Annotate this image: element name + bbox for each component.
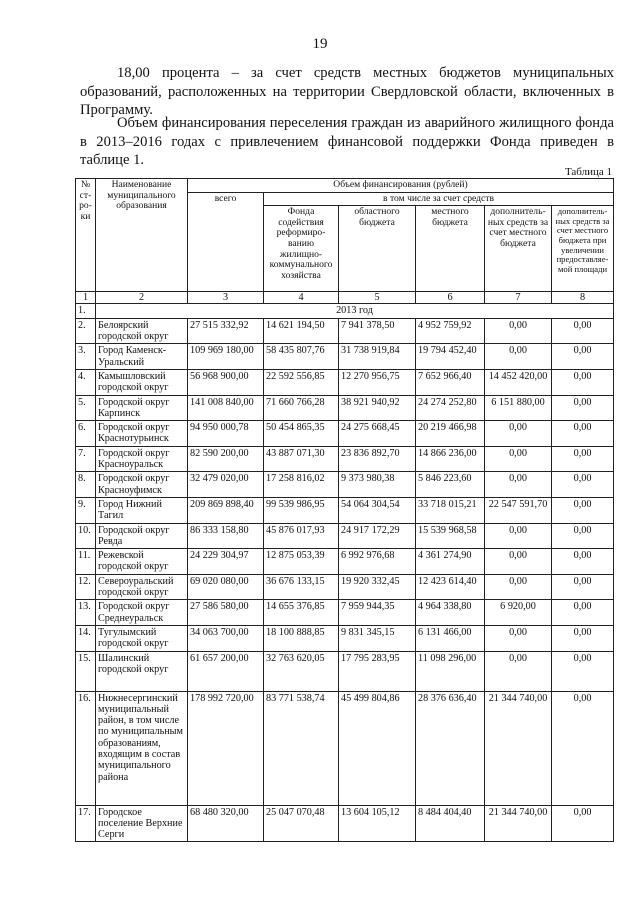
municipality-name: Город Нижний Тагил: [96, 497, 188, 523]
table-row: [76, 421, 614, 447]
value-total: 68 480 320,00: [188, 805, 264, 842]
table-row: [76, 369, 614, 395]
value-local: 20 219 466,98: [416, 421, 485, 447]
value-regional: 9 373 980,38: [339, 472, 416, 498]
municipality-name: Белоярский городской округ: [96, 318, 188, 344]
value-total: 69 020 080,00: [188, 574, 264, 600]
value-regional: 17 795 283,95: [339, 651, 416, 691]
row-number: 15.: [76, 651, 96, 691]
row-number: 3.: [76, 344, 96, 370]
table-row: [76, 446, 614, 472]
value-regional: 24 275 668,45: [339, 421, 416, 447]
value-extra-area: 0,00: [552, 446, 614, 472]
table-row: [76, 497, 614, 523]
value-regional: 45 499 804,86: [339, 691, 416, 805]
header-fund: Фонда содействия реформиро-ванию жилищно-коммунального хозяйства: [264, 206, 339, 292]
table-caption: Таблица 1: [564, 166, 612, 178]
table-row: [76, 523, 614, 549]
value-total: 141 008 840,00: [188, 395, 264, 421]
value-total: 32 479 020,00: [188, 472, 264, 498]
value-total: 94 950 000,78: [188, 421, 264, 447]
row-number: 12.: [76, 574, 96, 600]
value-total: 82 590 200,00: [188, 446, 264, 472]
value-fund: 83 771 538,74: [264, 691, 339, 805]
column-number: 8: [552, 292, 614, 304]
value-regional: 38 921 940,92: [339, 395, 416, 421]
column-number: 5: [339, 292, 416, 304]
value-local: 6 131 466,00: [416, 625, 485, 651]
value-extra-local: 0,00: [485, 472, 552, 498]
municipality-name: Городской округ Красноуфимск: [96, 472, 188, 498]
value-local: 4 361 274,90: [416, 549, 485, 575]
table-row: [76, 600, 614, 626]
value-extra-local: 0,00: [485, 318, 552, 344]
table-row: [76, 574, 614, 600]
municipality-name: Тугулымский городской округ: [96, 625, 188, 651]
value-fund: 17 258 816,02: [264, 472, 339, 498]
value-regional: 54 064 304,54: [339, 497, 416, 523]
value-local: 8 484 404,40: [416, 805, 485, 842]
value-local: 11 098 296,00: [416, 651, 485, 691]
municipality-name: Камышловский городской округ: [96, 369, 188, 395]
value-regional: 6 992 976,68: [339, 549, 416, 575]
value-extra-area: 0,00: [552, 625, 614, 651]
paragraph-1-text: 18,00 процента – за счет средств местных бюджетов муниципальных образований, расположенных на территории Свердловской области, включенных в Программу.: [80, 65, 614, 118]
value-local: 33 718 015,21: [416, 497, 485, 523]
value-fund: 36 676 133,15: [264, 574, 339, 600]
financing-table: [75, 178, 614, 842]
value-fund: 50 454 865,35: [264, 421, 339, 447]
value-regional: 31 738 919,84: [339, 344, 416, 370]
table-row: [76, 318, 614, 344]
header-financing-group: Объем финансирования (рублей): [188, 179, 614, 193]
value-extra-local: 0,00: [485, 549, 552, 575]
table-row: [76, 549, 614, 575]
value-extra-local: 0,00: [485, 523, 552, 549]
municipality-name: Североуральский городской округ: [96, 574, 188, 600]
value-extra-area: 0,00: [552, 549, 614, 575]
value-extra-local: 0,00: [485, 344, 552, 370]
row-number: 10.: [76, 523, 96, 549]
value-extra-local: 0,00: [485, 651, 552, 691]
value-extra-area: 0,00: [552, 691, 614, 805]
column-number: 7: [485, 292, 552, 304]
value-regional: 24 917 172,29: [339, 523, 416, 549]
value-regional: 23 836 892,70: [339, 446, 416, 472]
value-extra-area: 0,00: [552, 574, 614, 600]
value-fund: 14 621 194,50: [264, 318, 339, 344]
row-number: 4.: [76, 369, 96, 395]
row-number: 16.: [76, 691, 96, 805]
value-total: 209 869 898,40: [188, 497, 264, 523]
value-total: 27 515 332,92: [188, 318, 264, 344]
value-extra-area: 0,00: [552, 472, 614, 498]
row-number: 8.: [76, 472, 96, 498]
header-name: Наименование муниципального образования: [96, 179, 188, 292]
value-extra-local: 6 920,00: [485, 600, 552, 626]
paragraph-1: [80, 64, 614, 120]
value-regional: 19 920 332,45: [339, 574, 416, 600]
year-label: 2013 год: [96, 304, 614, 318]
header-row-no: № ст-ро-ки: [76, 179, 96, 292]
value-local: 4 952 759,92: [416, 318, 485, 344]
value-local: 5 846 223,60: [416, 472, 485, 498]
year-row: [76, 304, 614, 318]
value-fund: 99 539 986,95: [264, 497, 339, 523]
value-regional: 13 604 105,12: [339, 805, 416, 842]
value-extra-area: 0,00: [552, 805, 614, 842]
row-number: 2.: [76, 318, 96, 344]
value-fund: 14 655 376,85: [264, 600, 339, 626]
value-regional: 7 941 378,50: [339, 318, 416, 344]
value-extra-local: 14 452 420,00: [485, 369, 552, 395]
table-row: [76, 344, 614, 370]
value-extra-area: 0,00: [552, 395, 614, 421]
value-extra-area: 0,00: [552, 421, 614, 447]
value-local: 15 539 968,58: [416, 523, 485, 549]
column-number: 3: [188, 292, 264, 304]
row-number: 11.: [76, 549, 96, 575]
table-row: [76, 691, 614, 805]
table-row: [76, 625, 614, 651]
value-extra-area: 0,00: [552, 369, 614, 395]
header-extra-local: дополнитель-ных средств за счет местного бюджета: [485, 206, 552, 292]
municipality-name: Городское поселение Верхние Серги: [96, 805, 188, 842]
table-row: [76, 651, 614, 691]
value-local: 4 964 338,80: [416, 600, 485, 626]
value-extra-local: 0,00: [485, 446, 552, 472]
municipality-name: Городской округ Среднеуральск: [96, 600, 188, 626]
row-number: 5.: [76, 395, 96, 421]
value-regional: 12 270 956,75: [339, 369, 416, 395]
table-row: [76, 472, 614, 498]
row-number: 7.: [76, 446, 96, 472]
municipality-name: Городской округ Красноуральск: [96, 446, 188, 472]
paragraph-2: [80, 114, 614, 170]
value-total: 61 657 200,00: [188, 651, 264, 691]
table-row: [76, 805, 614, 842]
value-local: 14 866 236,00: [416, 446, 485, 472]
municipality-name: Нижнесергинский муниципальный район, в том числе по муниципальным образованиям, входящим в состав муниципального района: [96, 691, 188, 805]
value-extra-local: 0,00: [485, 421, 552, 447]
row-number: 6.: [76, 421, 96, 447]
year-row-no: 1.: [76, 304, 96, 318]
value-regional: 7 959 944,35: [339, 600, 416, 626]
value-extra-local: 0,00: [485, 574, 552, 600]
column-numbers-row: [76, 292, 614, 304]
row-number: 9.: [76, 497, 96, 523]
column-number: 6: [416, 292, 485, 304]
value-fund: 22 592 556,85: [264, 369, 339, 395]
value-local: 24 274 252,80: [416, 395, 485, 421]
value-total: 109 969 180,00: [188, 344, 264, 370]
value-regional: 9 831 345,15: [339, 625, 416, 651]
value-extra-area: 0,00: [552, 318, 614, 344]
header-extra-area: дополнитель-ных средств за счет местного бюджета при увеличении предоставляе-мой площади: [552, 206, 614, 292]
value-extra-local: 21 344 740,00: [485, 805, 552, 842]
value-total: 178 992 720,00: [188, 691, 264, 805]
value-total: 27 586 580,00: [188, 600, 264, 626]
municipality-name: Шалинский городской округ: [96, 651, 188, 691]
page-number: 19: [312, 36, 328, 52]
value-extra-area: 0,00: [552, 497, 614, 523]
value-fund: 45 876 017,93: [264, 523, 339, 549]
value-local: 12 423 614,40: [416, 574, 485, 600]
value-fund: 71 660 766,28: [264, 395, 339, 421]
value-fund: 12 875 053,39: [264, 549, 339, 575]
header-local: местного бюджета: [416, 206, 485, 292]
municipality-name: Город Каменск-Уральский: [96, 344, 188, 370]
value-fund: 18 100 888,85: [264, 625, 339, 651]
value-extra-area: 0,00: [552, 344, 614, 370]
value-total: 56 968 900,00: [188, 369, 264, 395]
value-local: 28 376 636,40: [416, 691, 485, 805]
value-fund: 43 887 071,30: [264, 446, 339, 472]
value-total: 86 333 158,80: [188, 523, 264, 549]
header-subgroup: в том числе за счет средств: [264, 192, 614, 206]
municipality-name: Городской округ Краснотурьинск: [96, 421, 188, 447]
header-total: всего: [188, 192, 264, 292]
value-fund: 58 435 807,76: [264, 344, 339, 370]
value-total: 34 063 700,00: [188, 625, 264, 651]
table-row: [76, 395, 614, 421]
column-number: 1: [76, 292, 96, 304]
municipality-name: Режевской городской округ: [96, 549, 188, 575]
value-extra-area: 0,00: [552, 600, 614, 626]
value-local: 19 794 452,40: [416, 344, 485, 370]
row-number: 14.: [76, 625, 96, 651]
value-total: 24 229 304,97: [188, 549, 264, 575]
header-regional: областного бюджета: [339, 206, 416, 292]
municipality-name: Городской округ Карпинск: [96, 395, 188, 421]
row-number: 17.: [76, 805, 96, 842]
value-fund: 32 763 620,05: [264, 651, 339, 691]
value-extra-local: 6 151 880,00: [485, 395, 552, 421]
value-extra-area: 0,00: [552, 523, 614, 549]
municipality-name: Городской округ Ревда: [96, 523, 188, 549]
value-extra-local: 0,00: [485, 625, 552, 651]
value-extra-area: 0,00: [552, 651, 614, 691]
value-fund: 25 047 070,48: [264, 805, 339, 842]
value-extra-local: 21 344 740,00: [485, 691, 552, 805]
paragraph-2-text: Объем финансирования переселения граждан из аварийного жилищного фонда в 2013–2016 годах с привлечением финансовой поддержки Фонда приведен в таблице 1.: [80, 115, 614, 168]
value-local: 7 652 966,40: [416, 369, 485, 395]
column-number: 4: [264, 292, 339, 304]
row-number: 13.: [76, 600, 96, 626]
value-extra-local: 22 547 591,70: [485, 497, 552, 523]
column-number: 2: [96, 292, 188, 304]
